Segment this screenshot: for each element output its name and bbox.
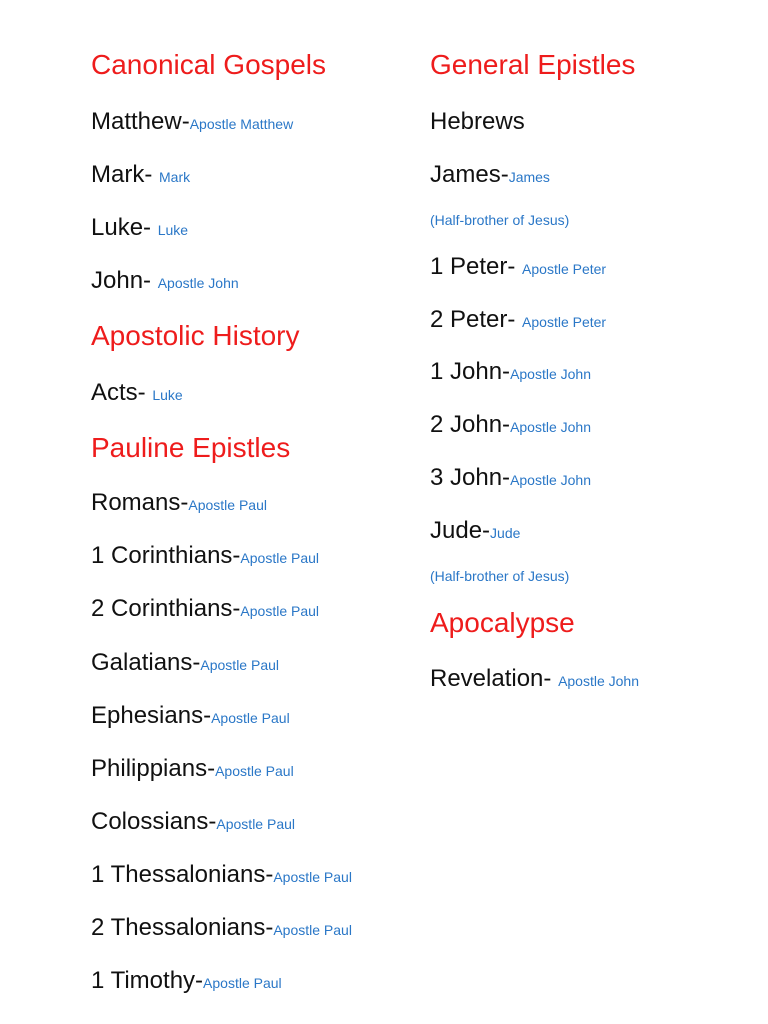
book-author: Apostle Paul xyxy=(240,603,320,619)
book-author: Apostle Paul xyxy=(240,550,320,566)
book-name: 1 Timothy- xyxy=(91,967,204,994)
book-name: Hebrews xyxy=(430,108,525,135)
book-author: Apostle Paul xyxy=(273,869,352,885)
book-name: John- xyxy=(91,267,158,294)
book-author: Apostle Paul xyxy=(216,816,295,832)
book-entry-acts xyxy=(91,378,183,410)
book-entry-mark xyxy=(91,160,190,192)
book-author: Apostle John xyxy=(157,275,239,291)
book-name: Matthew- xyxy=(91,108,190,135)
book-entry-2-john xyxy=(430,410,591,442)
book-author: Luke xyxy=(152,387,183,403)
book-author: Jude xyxy=(490,525,521,541)
book-name: 1 Thessalonians- xyxy=(91,861,274,888)
book-name: 2 John- xyxy=(430,411,511,438)
heading-apostolic-history: Apostolic History xyxy=(91,320,300,351)
book-author: Apostle John xyxy=(510,366,592,382)
book-entry-3-john xyxy=(430,463,591,495)
book-author: Luke xyxy=(157,222,189,238)
book-entry-luke xyxy=(91,213,188,245)
book-entry-romans xyxy=(91,488,267,520)
book-author: Apostle Paul xyxy=(211,710,290,726)
book-name: 2 Thessalonians- xyxy=(91,914,274,941)
book-name: 2 Corinthians- xyxy=(91,595,241,622)
book-entry-1-peter xyxy=(430,252,606,284)
book-name: Mark- xyxy=(91,161,159,188)
book-entry-philippians xyxy=(91,754,294,786)
book-name: James- xyxy=(430,161,509,188)
book-entry-1-john xyxy=(430,357,591,389)
book-entry-john xyxy=(91,266,239,298)
book-author: Mark xyxy=(159,169,191,185)
heading-pauline-epistles: Pauline Epistles xyxy=(91,432,291,463)
book-entry-1-corinthians xyxy=(91,541,319,573)
book-name: 1 Corinthians- xyxy=(91,542,241,569)
book-name: Luke- xyxy=(91,214,158,241)
book-entry-2-corinthians xyxy=(91,594,319,626)
book-entry-ephesians xyxy=(91,701,290,733)
book-author: Apostle John xyxy=(510,419,592,435)
book-author: Apostle Matthew xyxy=(189,116,294,132)
book-name: Philippians- xyxy=(91,755,216,782)
book-entry-1-thessalonians xyxy=(91,860,352,892)
book-name: 1 John- xyxy=(430,358,511,385)
book-author: Apostle John xyxy=(558,673,640,689)
james-note: (Half-brother of Jesus) xyxy=(430,212,570,228)
book-author: Apostle Peter xyxy=(522,261,607,277)
book-name: 2 Peter- xyxy=(430,306,523,333)
book-entry-colossians xyxy=(91,807,295,839)
book-entry-matthew xyxy=(91,107,293,139)
book-entry-2-thessalonians xyxy=(91,913,352,945)
book-entry-jude xyxy=(430,516,520,548)
heading-general-epistles: General Epistles xyxy=(430,49,636,80)
book-entry-revelation xyxy=(430,664,639,696)
book-name: 1 Peter- xyxy=(430,253,523,280)
book-name: 3 John- xyxy=(430,464,511,491)
book-author: Apostle Paul xyxy=(273,922,352,938)
book-entry-1-timothy xyxy=(91,966,282,998)
book-name: Revelation- xyxy=(430,665,559,692)
book-name: Colossians- xyxy=(91,808,217,835)
book-name: Galatians- xyxy=(91,649,201,676)
book-entry-galatians xyxy=(91,648,279,680)
book-name: Ephesians- xyxy=(91,702,212,729)
book-name: Acts- xyxy=(91,379,153,406)
heading-apocalypse: Apocalypse xyxy=(430,607,575,638)
book-entry-hebrews xyxy=(430,107,525,137)
book-entry-james xyxy=(430,160,550,192)
book-name: Romans- xyxy=(91,489,189,516)
book-author: James xyxy=(508,169,550,185)
jude-note: (Half-brother of Jesus) xyxy=(430,568,570,584)
book-name: Jude- xyxy=(430,517,491,544)
book-author: Apostle Paul xyxy=(215,763,294,779)
book-author: Apostle Paul xyxy=(200,657,279,673)
book-entry-2-peter xyxy=(430,305,606,337)
book-author: Apostle Paul xyxy=(188,497,267,513)
book-author: Apostle John xyxy=(510,472,592,488)
book-author: Apostle Paul xyxy=(203,975,282,991)
heading-canonical-gospels: Canonical Gospels xyxy=(91,49,327,80)
book-author: Apostle Peter xyxy=(522,314,607,330)
